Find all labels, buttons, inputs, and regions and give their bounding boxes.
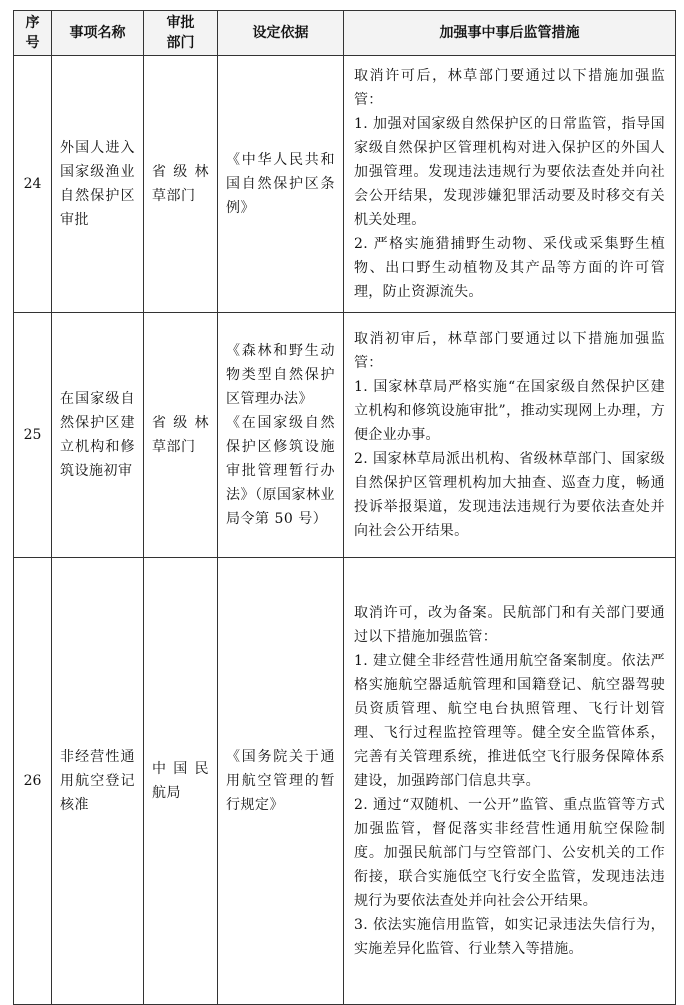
approval-dept: 中国民航局 [144,558,218,1005]
basis-line: 《国务院关于通用航空管理的暂行规定》 [226,749,335,813]
basis-line: 《森林和野生动物类型自然保护区管理办法》 [226,343,335,407]
measure-paragraph: 2. 通过“双随机、一公开”监管、重点监管等方式加强监管，督促落实非经营性通用航空保险制度。加强民航部门与空管部门、公安机关的工作衔接，联合实施低空飞行安全监管，发现违法违规行为要依法查处并向社会公开结果。 [354,797,665,909]
regulation-table [13,10,676,1005]
measure-paragraph: 取消许可后，林草部门要通过以下措施加强监管： [354,68,665,108]
measure-paragraph: 2. 国家林草局派出机构、省级林草部门、国家级自然保护区管理机构加大抽查、巡查力度，畅通投诉举报渠道，发现违法违规行为要依法查处并向社会公开结果。 [354,451,665,539]
header-basis: 设定依据 [218,11,344,56]
row-number: 25 [14,313,52,558]
measure-paragraph: 2. 严格实施猎捕野生动物、采伐或采集野生植物、出口野生动植物及其产品等方面的许可管理，防止资源流失。 [354,236,665,300]
basis-line: 《在国家级自然保护区修筑设施审批管理暂行办法》（原国家林业局令第 50 号） [226,415,335,527]
item-name: 在国家级自然保护区建立机构和修筑设施初审 [52,313,144,558]
header-num: 序 号 [14,11,52,56]
legal-basis [218,313,344,558]
table-row [14,558,676,1005]
legal-basis [218,56,344,313]
supervision-measures [344,313,676,558]
measure-paragraph: 1. 加强对国家级自然保护区的日常监管，指导国家级自然保护区管理机构对进入保护区的外国人加强管理。发现违法违规行为要依法查处并向社会公开结果，发现涉嫌犯罪活动要及时移交有关机关处理。 [354,116,665,228]
table-row [14,56,676,313]
item-name: 外国人进入国家级渔业自然保护区审批 [52,56,144,313]
header-measures: 加强事中事后监管措施 [344,11,676,56]
measure-paragraph: 1. 国家林草局严格实施“在国家级自然保护区建立机构和修筑设施审批”，推动实现网上办理，方便企业办事。 [354,379,665,443]
document-page [13,10,675,960]
item-name: 非经营性通用航空登记核准 [52,558,144,1005]
header-name: 事项名称 [52,11,144,56]
table-row [14,313,676,558]
header-dept: 审批 部门 [144,11,218,56]
measure-paragraph: 3. 依法实施信用监管，如实记录违法失信行为，实施差异化监管、行业禁入等措施。 [354,917,665,957]
measure-paragraph: 取消许可，改为备案。民航部门和有关部门要通过以下措施加强监管： [354,605,665,645]
supervision-measures [344,56,676,313]
row-number: 24 [14,56,52,313]
row-number: 26 [14,558,52,1005]
supervision-measures [344,558,676,1005]
basis-line: 《中华人民共和国自然保护区条例》 [226,152,335,216]
measure-paragraph: 1. 建立健全非经营性通用航空备案制度。依法严格实施航空器适航管理和国籍登记、航空器驾驶员资质管理、航空电台执照管理、飞行计划管理、飞行过程监控管理等。健全安全监管体系，完善有关管理系统，推进低空飞行服务保障体系建设，加强跨部门信息共享。 [354,653,665,789]
approval-dept: 省级林草部门 [144,313,218,558]
header-row [14,11,676,56]
measure-paragraph: 取消初审后，林草部门要通过以下措施加强监管： [354,331,665,371]
approval-dept: 省级林草部门 [144,56,218,313]
legal-basis [218,558,344,1005]
